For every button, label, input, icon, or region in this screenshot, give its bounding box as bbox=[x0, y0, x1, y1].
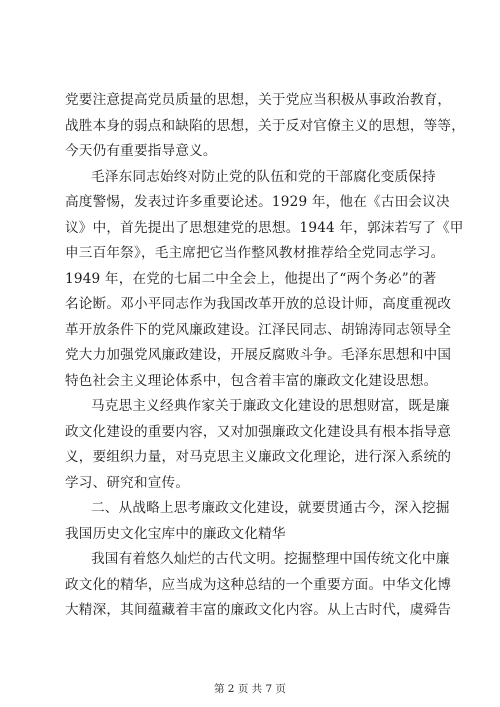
text-line: 义，要组织力量，对马克思主义廉政文化理论，进行深入系统的 bbox=[65, 449, 452, 465]
text-line: 大精深，其间蕴藏着丰富的廉政文化内容。从上古时代，虞舜告 bbox=[65, 602, 452, 618]
text-line: 党要注意提高党员质量的思想，关于党应当积极从事政治教育， bbox=[65, 92, 452, 108]
text-line: 申三百年祭》，毛主席把它当作整风教材推荐给全党同志学习。 bbox=[65, 245, 445, 261]
text-line: 党大力加强党风廉政建设，开展反腐败斗争。毛泽东思想和中国 bbox=[65, 347, 452, 363]
section-heading-line: 我国历史文化宝库中的廉政文化精华 bbox=[65, 525, 286, 542]
page-footer bbox=[0, 682, 500, 696]
text-line: 政文化的精华，应当成为这种总结的一个重要方面。中华文化博 bbox=[65, 576, 452, 593]
text-line: 高度警惕，发表过许多重要论述。1929 年，他在《古田会议决 bbox=[65, 194, 450, 210]
text-line: 议》中，首先提出了思想建党的思想。1944 年，郭沫若写了《甲 bbox=[65, 219, 464, 236]
body-text bbox=[65, 88, 466, 624]
text-line: 革开放条件下的党风廉政建设。江泽民同志、胡锦涛同志领导全 bbox=[65, 321, 452, 338]
text-line: 1949 年，在党的七届二中全会上，他提出了“两个务必”的著 bbox=[65, 270, 437, 287]
paragraph-start-line: 马克思主义经典作家关于廉政文化建设的思想财富，既是廉 bbox=[91, 398, 450, 414]
section-heading-line: 二、从战略上思考廉政文化建设，就要贯通古今，深入挖掘 bbox=[91, 500, 450, 516]
text-line: 今天仍有重要指导意义。 bbox=[65, 143, 217, 159]
paragraph-start-line: 毛泽东同志始终对防止党的队伍和党的干部腐化变质保持 bbox=[91, 168, 436, 185]
text-line: 特色社会主义理论体系中，包含着丰富的廉政文化建设思想。 bbox=[65, 372, 438, 389]
text-line: 名论断。邓小平同志作为我国改革开放的总设计师，高度重视改 bbox=[65, 296, 452, 312]
page-number: 第 2 页 共 7 页 bbox=[213, 683, 287, 695]
text-line: 学习、研究和宣传。 bbox=[65, 474, 190, 491]
text-line: 政文化建设的重要内容，又对加强廉政文化建设具有根本指导意 bbox=[65, 423, 452, 440]
paragraph-start-line: 我国有着悠久灿烂的古代文明。挖掘整理中国传统文化中廉 bbox=[91, 551, 450, 567]
text-line: 战胜本身的弱点和缺陷的思想，关于反对官僚主义的思想，等等， bbox=[65, 117, 466, 134]
